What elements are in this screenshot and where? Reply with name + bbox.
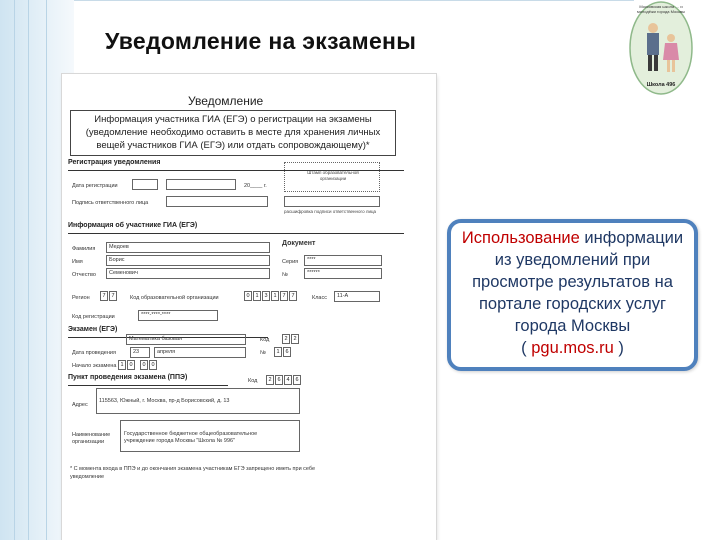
sign-hint: расшифровка подписи ответственного лица <box>284 209 377 214</box>
exam-number-label: № <box>260 350 266 356</box>
participant-header: Информация об участнике ГИА (ЕГЭ) <box>68 222 404 234</box>
exam-day-field: 23 <box>130 347 150 358</box>
org-code-cell: 1 <box>271 291 279 301</box>
org-code-cell: 1 <box>253 291 261 301</box>
callout-line: из уведомлений при <box>494 251 651 269</box>
paren: ( <box>521 339 532 357</box>
org-code-cell: 7 <box>280 291 288 301</box>
region-label: Регион <box>72 295 90 301</box>
ppe-code-cell: 4 <box>284 375 292 385</box>
exam-start-cell: 0 <box>140 360 148 370</box>
exam-date-label: Дата проведения <box>72 350 116 356</box>
org-name-line: Государственное бюджетное общеобразовательное <box>124 431 258 437</box>
callout-line: города Москвы <box>514 317 631 335</box>
info-line: Информация участника ГИА (ЕГЭ) о регистрации на экзамены <box>94 114 372 125</box>
ppe-header: Пункт проведения экзамена (ППЭ) <box>68 374 228 386</box>
exam-start-cell: 1 <box>118 360 126 370</box>
ppe-code-cell: 6 <box>293 375 301 385</box>
paren: ) <box>613 339 624 357</box>
org-name-label: организации <box>72 439 105 445</box>
exam-code-cell: 2 <box>291 334 299 344</box>
logo-caption: Московская школа … и молодёжи города Москвы <box>637 4 685 14</box>
pgu-link[interactable]: pgu.mos.ru <box>531 339 614 357</box>
name-label: Имя <box>72 259 83 265</box>
surname-label: Фамилия <box>72 246 96 252</box>
exam-number-cell: 1 <box>274 347 282 357</box>
slide-title: Уведомление на экзамены <box>105 28 417 54</box>
org-code-label: Код образовательной организации <box>130 295 219 301</box>
info-line: вещей участников ГИА (ЕГЭ) или отдать сопровождающему)* <box>96 140 370 151</box>
surname-field: Медоев <box>106 242 270 253</box>
class-field: 11-А <box>334 291 380 302</box>
info-line: (уведомление необходимо оставить в месте для хранения личных <box>85 127 381 138</box>
school-logo <box>628 0 694 96</box>
org-code-cell: 0 <box>244 291 252 301</box>
callout-line <box>451 229 694 248</box>
exam-month-field: апреля <box>154 347 246 358</box>
reg-month-field <box>166 179 236 190</box>
notification-document <box>62 74 436 540</box>
exam-number-cell: 6 <box>283 347 291 357</box>
number-label: № <box>282 272 288 278</box>
info-box <box>70 110 396 156</box>
callout-line: просмотре результатов на <box>472 273 673 291</box>
exam-start-cell: 0 <box>149 360 157 370</box>
org-code-cell: 3 <box>262 291 270 301</box>
reg-code-label: Код регистрации <box>72 314 115 320</box>
top-divider <box>74 0 634 1</box>
exam-header: Экзамен (ЕГЭ) <box>68 326 268 338</box>
org-code-cell: 7 <box>289 291 297 301</box>
signature-label: Подпись ответственного лица <box>72 200 149 206</box>
number-field: ****** <box>304 268 382 279</box>
exam-code-cell: 2 <box>282 334 290 344</box>
pgu-callout <box>447 219 698 371</box>
callout-highlight: Использование <box>461 229 580 247</box>
document-label: Документ <box>282 240 316 247</box>
exam-code-label: Код <box>260 337 270 343</box>
ppe-code-cell: 2 <box>266 375 274 385</box>
callout-line: портале городских услуг <box>478 295 667 313</box>
stamp-text: Штамп образовательной организации <box>307 170 359 181</box>
logo-school-name: Школа 496 <box>646 82 676 88</box>
document-title: Уведомление <box>188 94 264 108</box>
callout-line <box>451 339 694 358</box>
ppe-code-cell: 6 <box>275 375 283 385</box>
signature-field <box>166 196 268 207</box>
reg-year-label: 20____ г. <box>244 183 267 189</box>
reg-code-field: ****-****-**** <box>138 310 218 321</box>
exam-start-cell: 0 <box>127 360 135 370</box>
callout-text: информации <box>579 229 684 247</box>
reg-day-field <box>132 179 158 190</box>
series-label: Серия <box>282 259 299 265</box>
ppe-code-label: Код <box>248 378 258 384</box>
class-label: Класс <box>312 295 327 301</box>
exam-subject-field: Математика базовая <box>126 334 246 345</box>
address-field: 115563, Южный, г. Москва, пр-д Борисовский, д. 13 <box>96 388 300 414</box>
region-cell: 7 <box>109 291 117 301</box>
patronymic-label: Отчество <box>72 272 96 278</box>
date-registration-label: Дата регистрации <box>72 183 118 189</box>
series-field: **** <box>304 255 382 266</box>
registration-header: Регистрация уведомления <box>68 159 404 171</box>
region-cell: 7 <box>100 291 108 301</box>
footnote: * С момента входа в ППЭ и до окончания экзамена участникам ЕГЭ запрещено иметь при себе <box>70 466 316 472</box>
name-field: Борис <box>106 255 270 266</box>
patronymic-field: Семенович <box>106 268 270 279</box>
org-name-line: учреждение города Москвы "Школа № 996" <box>124 438 236 444</box>
sign-decode-field <box>284 196 380 207</box>
org-name-label: Наименование <box>72 432 111 438</box>
exam-start-label: Начало экзамена <box>72 363 117 369</box>
footnote: уведомление <box>70 474 105 480</box>
address-label: Адрес <box>72 402 88 408</box>
